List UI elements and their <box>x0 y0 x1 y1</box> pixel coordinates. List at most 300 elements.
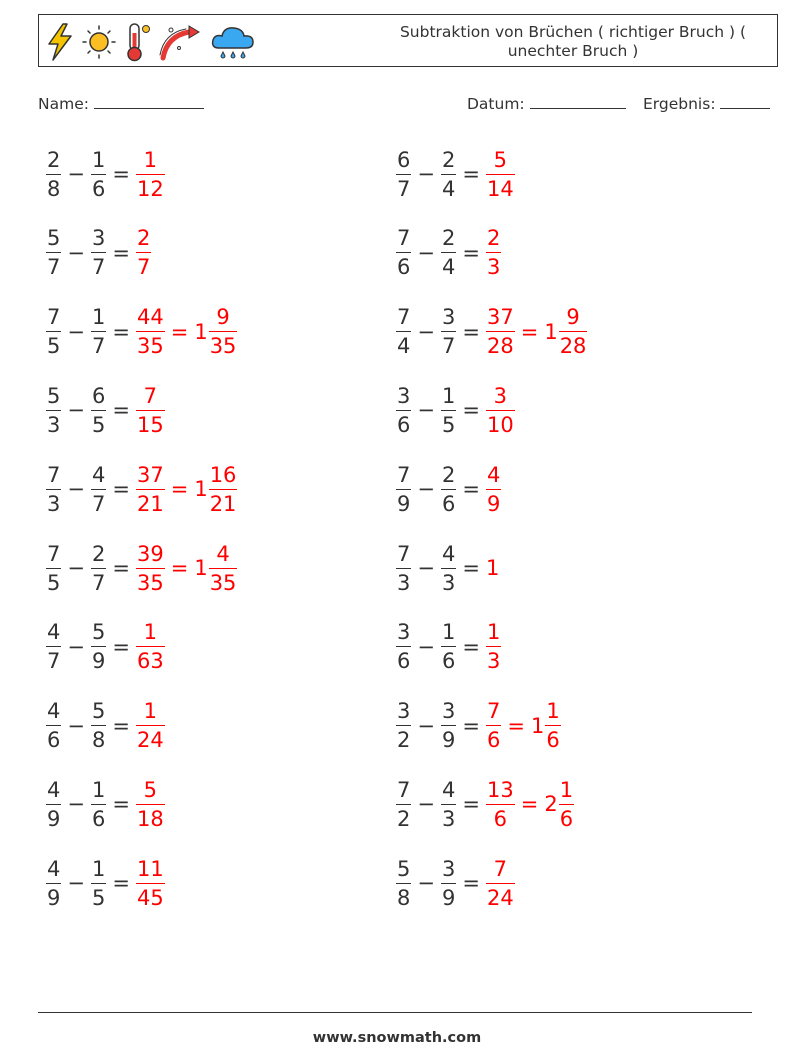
equals-sign: = <box>462 556 480 580</box>
answer-fraction-denominator: 3 <box>486 649 501 674</box>
subtrahend-fraction <box>441 226 456 279</box>
subtrahend-fraction-numerator: 4 <box>441 777 456 802</box>
equals-sign: = <box>112 162 130 186</box>
mixed-number-fraction <box>545 699 560 752</box>
thermometer-icon <box>123 21 153 63</box>
answer <box>486 556 499 580</box>
problem-item <box>396 141 515 207</box>
worksheet-title: Subtraktion von Brüchen ( richtiger Bruch ) ( unechter Bruch ) <box>399 23 747 60</box>
subtrahend-fraction <box>91 620 106 673</box>
equals-sign: = <box>462 634 480 659</box>
answer-fraction <box>136 226 151 279</box>
minuend-fraction-numerator: 3 <box>397 383 411 408</box>
answer-fraction-denominator: 18 <box>136 806 164 831</box>
answer-fraction-numerator: 1 <box>143 147 158 172</box>
answer-fraction <box>136 384 165 437</box>
result-blank[interactable] <box>720 94 770 109</box>
answer-fraction-bar <box>486 252 501 253</box>
minuend-fraction <box>46 148 61 201</box>
header-box <box>38 14 778 67</box>
answer-fraction-denominator: 15 <box>136 412 164 437</box>
subtrahend-fraction-denominator: 9 <box>441 885 456 910</box>
minuend-fraction-denominator: 5 <box>47 334 61 359</box>
subtrahend-fraction <box>91 778 106 831</box>
answer-fraction-bar <box>486 410 515 411</box>
rain-cloud-icon <box>209 22 257 62</box>
minuend-fraction-numerator: 4 <box>47 777 61 802</box>
subtrahend-fraction-denominator: 8 <box>91 728 106 753</box>
subtrahend-fraction <box>91 384 106 437</box>
answer-fraction-numerator: 44 <box>136 305 164 330</box>
minuend-fraction-denominator: 9 <box>47 806 61 831</box>
equals-sign: = <box>462 792 480 817</box>
answer-fraction-denominator: 14 <box>486 176 514 201</box>
problem-item <box>396 299 587 365</box>
mixed-number-whole: 1 <box>194 319 208 344</box>
minuend-fraction <box>46 384 61 437</box>
minuend-fraction-denominator: 2 <box>397 728 411 753</box>
problem-item <box>46 693 165 759</box>
problem-item <box>396 456 501 522</box>
subtrahend-fraction-denominator: 6 <box>91 176 106 201</box>
mixed-number-whole: 1 <box>544 319 558 344</box>
minuend-fraction-bar <box>46 174 61 175</box>
answer-fraction <box>486 463 501 516</box>
answer <box>136 463 237 516</box>
minuend-fraction-bar <box>396 331 411 332</box>
footer-divider <box>38 1012 752 1013</box>
answer-fraction-denominator: 3 <box>486 255 501 280</box>
minus-sign: − <box>67 240 85 265</box>
subtrahend-fraction-bar <box>441 331 456 332</box>
minus-sign: − <box>417 634 435 659</box>
subtrahend-fraction <box>91 305 106 358</box>
mixed-number-numerator: 4 <box>216 541 230 566</box>
minus-sign: − <box>417 792 435 817</box>
mixed-number-bar <box>209 331 238 332</box>
minuend-fraction-bar <box>46 410 61 411</box>
subtrahend-fraction-bar <box>91 883 106 884</box>
subtrahend-fraction-bar <box>91 331 106 332</box>
mixed-number-bar <box>559 331 588 332</box>
answer-fraction-bar <box>136 804 165 805</box>
subtrahend-fraction-denominator: 7 <box>91 255 106 280</box>
answer <box>486 226 501 279</box>
answer-fraction-denominator: 45 <box>136 885 164 910</box>
answer-fraction-bar <box>486 646 501 647</box>
subtrahend-fraction <box>91 857 106 910</box>
mixed-equals-sign: = <box>170 477 189 502</box>
mixed-equals-sign: = <box>520 792 539 817</box>
minuend-fraction-denominator: 7 <box>47 649 61 674</box>
answer <box>136 620 165 673</box>
minuend-fraction <box>396 857 411 910</box>
mixed-number-fraction <box>559 778 574 831</box>
mixed-number-denominator: 21 <box>209 491 237 516</box>
answer-fraction-denominator: 10 <box>486 412 514 437</box>
answer-fraction <box>486 857 515 910</box>
mixed-equals-sign: = <box>507 713 525 738</box>
mixed-number-whole: 1 <box>530 713 545 738</box>
minuend-fraction-bar <box>396 174 411 175</box>
minuend-fraction <box>46 857 61 910</box>
minus-sign: − <box>67 477 85 502</box>
problem-item <box>396 535 499 601</box>
subtrahend-fraction <box>91 226 106 279</box>
answer-fraction <box>136 857 165 910</box>
subtrahend-fraction-denominator: 9 <box>441 728 456 753</box>
answer-fraction-denominator: 7 <box>136 255 151 280</box>
minuend-fraction <box>46 699 61 752</box>
minuend-fraction-denominator: 3 <box>47 491 61 516</box>
minuend-fraction <box>396 463 411 516</box>
name-field <box>38 94 204 113</box>
equals-sign: = <box>462 713 480 738</box>
date-label: Datum: <box>467 95 525 113</box>
minuend-fraction-numerator: 7 <box>397 226 411 251</box>
minuend-fraction-denominator: 7 <box>397 176 411 201</box>
answer-fraction-numerator: 7 <box>143 383 158 408</box>
minus-sign: − <box>67 398 85 423</box>
minuend-fraction <box>396 620 411 673</box>
problem-item <box>46 535 237 601</box>
subtrahend-fraction-denominator: 6 <box>441 649 456 674</box>
subtrahend-fraction <box>441 699 456 752</box>
minus-sign: − <box>417 477 435 502</box>
mixed-number-denominator: 28 <box>559 334 587 359</box>
equals-sign: = <box>462 240 480 265</box>
answer-fraction-bar <box>136 252 151 253</box>
subtrahend-fraction-numerator: 1 <box>91 305 106 330</box>
minuend-fraction-numerator: 7 <box>397 462 411 487</box>
minuend-fraction <box>46 542 61 595</box>
answer-fraction-bar <box>136 568 165 569</box>
subtrahend-fraction <box>441 305 456 358</box>
minuend-fraction-numerator: 7 <box>397 305 411 330</box>
answer-fraction <box>486 778 515 831</box>
answer-fraction-denominator: 24 <box>136 728 164 753</box>
problem-item <box>46 614 165 680</box>
minuend-fraction <box>46 463 61 516</box>
subtrahend-fraction-numerator: 2 <box>441 462 456 487</box>
subtrahend-fraction <box>441 620 456 673</box>
subtrahend-fraction-denominator: 7 <box>441 334 456 359</box>
minuend-fraction-bar <box>46 646 61 647</box>
minuend-fraction <box>396 778 411 831</box>
answer-fraction <box>136 148 165 201</box>
date-blank[interactable] <box>530 94 626 109</box>
problem-item <box>46 141 165 207</box>
subtrahend-fraction-numerator: 2 <box>91 541 106 566</box>
answer-fraction-bar <box>486 804 515 805</box>
subtrahend-fraction-denominator: 4 <box>441 255 456 280</box>
answer-fraction-bar <box>136 410 165 411</box>
mixed-number-numerator: 9 <box>566 305 580 330</box>
minuend-fraction-bar <box>396 252 411 253</box>
subtrahend-fraction <box>441 148 456 201</box>
equals-sign: = <box>462 162 480 186</box>
minuend-fraction-numerator: 4 <box>47 620 61 645</box>
minuend-fraction-denominator: 9 <box>47 885 61 910</box>
equals-sign: = <box>112 634 130 659</box>
minuend-fraction-numerator: 4 <box>47 699 61 724</box>
answer-fraction-numerator: 1 <box>143 699 158 724</box>
answer <box>136 226 151 279</box>
mixed-number-denominator: 6 <box>546 728 560 753</box>
answer-fraction <box>486 384 515 437</box>
minuend-fraction-numerator: 4 <box>47 856 61 881</box>
subtrahend-fraction-denominator: 5 <box>91 885 106 910</box>
answer <box>136 857 165 910</box>
subtrahend-fraction <box>91 463 106 516</box>
equals-sign: = <box>462 871 480 896</box>
result-field <box>643 94 770 113</box>
answer <box>486 699 561 752</box>
answer-fraction-denominator: 35 <box>136 570 164 595</box>
minuend-fraction-numerator: 5 <box>47 226 61 251</box>
minus-sign: − <box>417 162 435 186</box>
subtrahend-fraction-bar <box>441 725 456 726</box>
subtrahend-fraction-bar <box>441 410 456 411</box>
answer-fraction-denominator: 6 <box>486 728 501 753</box>
mixed-equals-sign: = <box>170 319 189 344</box>
problem-item <box>46 850 165 916</box>
answer <box>136 384 165 437</box>
minuend-fraction-bar <box>46 489 61 490</box>
mixed-number-whole: 2 <box>544 792 558 817</box>
subtrahend-fraction-bar <box>441 568 456 569</box>
answer-fraction-bar <box>136 883 165 884</box>
subtrahend-fraction-bar <box>91 568 106 569</box>
mixed-number-bar <box>209 489 238 490</box>
equals-sign: = <box>112 871 130 896</box>
mixed-number-bar <box>545 725 560 726</box>
mixed-number-fraction <box>209 305 238 358</box>
answer <box>486 463 501 516</box>
equals-sign: = <box>462 319 480 344</box>
subtrahend-fraction-numerator: 1 <box>91 856 106 881</box>
minuend-fraction-numerator: 2 <box>47 147 61 172</box>
equals-sign: = <box>112 556 130 580</box>
equals-sign: = <box>112 713 130 738</box>
header-icons <box>45 20 257 64</box>
answer-fraction <box>486 226 501 279</box>
subtrahend-fraction <box>441 857 456 910</box>
subtrahend-fraction-bar <box>441 174 456 175</box>
answer-fraction-denominator: 9 <box>486 491 501 516</box>
minus-sign: − <box>417 713 435 738</box>
subtrahend-fraction-denominator: 7 <box>91 570 106 595</box>
minuend-fraction <box>396 305 411 358</box>
subtrahend-fraction <box>91 542 106 595</box>
minuend-fraction-denominator: 7 <box>47 255 61 280</box>
minuend-fraction-denominator: 2 <box>397 806 411 831</box>
subtrahend-fraction-bar <box>441 883 456 884</box>
date-field <box>467 94 626 113</box>
answer-fraction-numerator: 7 <box>486 699 501 724</box>
answer-fraction <box>486 148 515 201</box>
minuend-fraction-denominator: 8 <box>47 176 61 201</box>
subtrahend-fraction-bar <box>441 804 456 805</box>
mixed-number-denominator: 35 <box>209 570 237 595</box>
subtrahend-fraction-denominator: 3 <box>441 806 456 831</box>
answer-fraction <box>486 699 501 752</box>
minuend-fraction-bar <box>396 725 411 726</box>
minuend-fraction-bar <box>396 489 411 490</box>
subtrahend-fraction-bar <box>441 489 456 490</box>
minuend-fraction-denominator: 3 <box>47 412 61 437</box>
subtrahend-fraction-denominator: 6 <box>91 806 106 831</box>
mixed-number-bar <box>209 568 238 569</box>
minus-sign: − <box>67 162 85 186</box>
answer-fraction-denominator: 6 <box>493 806 508 831</box>
minuend-fraction <box>396 148 411 201</box>
minuend-fraction-bar <box>396 646 411 647</box>
answer-fraction-bar <box>136 646 165 647</box>
subtrahend-fraction-denominator: 5 <box>91 412 106 437</box>
subtrahend-fraction <box>441 778 456 831</box>
answer-fraction-numerator: 37 <box>136 462 164 487</box>
answer-fraction-numerator: 2 <box>136 226 151 251</box>
equals-sign: = <box>112 792 130 817</box>
equals-sign: = <box>112 398 130 423</box>
minuend-fraction-denominator: 9 <box>397 491 411 516</box>
subtrahend-fraction <box>441 542 456 595</box>
wind-icon <box>159 22 203 62</box>
subtrahend-fraction-bar <box>91 804 106 805</box>
minuend-fraction-bar <box>46 804 61 805</box>
minus-sign: − <box>417 240 435 265</box>
minus-sign: − <box>417 871 435 896</box>
problem-item <box>46 220 151 286</box>
minuend-fraction-denominator: 6 <box>397 412 411 437</box>
subtrahend-fraction-denominator: 6 <box>441 491 456 516</box>
subtrahend-fraction-bar <box>91 646 106 647</box>
problem-item <box>396 377 515 443</box>
answer <box>486 384 515 437</box>
minus-sign: − <box>67 871 85 896</box>
problem-item <box>46 377 165 443</box>
minuend-fraction-numerator: 5 <box>397 856 411 881</box>
subtrahend-fraction-numerator: 2 <box>441 226 456 251</box>
mixed-number-denominator: 6 <box>559 806 574 831</box>
subtrahend-fraction-numerator: 5 <box>91 699 106 724</box>
subtrahend-fraction-denominator: 7 <box>91 334 106 359</box>
mixed-number-numerator: 16 <box>209 462 237 487</box>
minuend-fraction-bar <box>46 568 61 569</box>
answer <box>136 148 165 201</box>
subtrahend-fraction-denominator: 9 <box>91 649 106 674</box>
subtrahend-fraction <box>441 384 456 437</box>
answer-fraction-numerator: 11 <box>136 856 164 881</box>
subtrahend-fraction-bar <box>91 725 106 726</box>
equals-sign: = <box>112 319 130 344</box>
answer <box>136 699 165 752</box>
mixed-number-numerator: 1 <box>559 777 574 802</box>
minuend-fraction-denominator: 8 <box>397 885 411 910</box>
minuend-fraction-bar <box>46 883 61 884</box>
answer-fraction <box>136 778 165 831</box>
answer-fraction-denominator: 21 <box>136 491 164 516</box>
answer-fraction-denominator: 12 <box>136 176 164 201</box>
minuend-fraction <box>396 226 411 279</box>
subtrahend-fraction <box>91 148 106 201</box>
problem-item <box>396 614 501 680</box>
subtrahend-fraction-bar <box>91 410 106 411</box>
sun-icon <box>81 22 117 62</box>
minuend-fraction-bar <box>46 331 61 332</box>
subtrahend-fraction <box>441 463 456 516</box>
minus-sign: − <box>417 319 435 344</box>
answer <box>136 305 237 358</box>
answer-fraction-bar <box>136 725 165 726</box>
problem-item <box>396 220 501 286</box>
footer-url: www.snowmath.com <box>312 1030 482 1046</box>
problem-item <box>46 456 237 522</box>
answer-fraction <box>136 463 165 516</box>
minuend-fraction-denominator: 6 <box>397 255 411 280</box>
subtrahend-fraction-numerator: 1 <box>91 777 106 802</box>
subtrahend-fraction-bar <box>91 174 106 175</box>
subtrahend-fraction-numerator: 1 <box>441 383 456 408</box>
answer-fraction-numerator: 4 <box>486 462 501 487</box>
answer <box>136 778 165 831</box>
minuend-fraction <box>46 620 61 673</box>
minus-sign: − <box>417 556 435 580</box>
answer-fraction <box>486 620 501 673</box>
answer-fraction-bar <box>136 174 165 175</box>
equals-sign: = <box>462 477 480 502</box>
minuend-fraction <box>46 305 61 358</box>
equals-sign: = <box>112 477 130 502</box>
equals-sign: = <box>462 398 480 423</box>
answer-fraction <box>136 620 165 673</box>
answer-fraction-bar <box>486 331 515 332</box>
minus-sign: − <box>67 634 85 659</box>
subtrahend-fraction-bar <box>441 252 456 253</box>
answer-fraction-numerator: 5 <box>493 147 508 172</box>
problem-item <box>396 850 515 916</box>
minuend-fraction-bar <box>396 568 411 569</box>
minuend-fraction-numerator: 3 <box>397 620 411 645</box>
answer-fraction-bar <box>486 174 515 175</box>
subtrahend-fraction-numerator: 3 <box>441 305 456 330</box>
answer-fraction-numerator: 7 <box>493 856 508 881</box>
mixed-number-fraction <box>559 305 588 358</box>
minus-sign: − <box>67 319 85 344</box>
equals-sign: = <box>112 240 130 265</box>
minuend-fraction <box>46 226 61 279</box>
answer-fraction-bar <box>136 489 165 490</box>
minuend-fraction-numerator: 7 <box>397 541 411 566</box>
answer <box>486 148 515 201</box>
subtrahend-fraction-denominator: 7 <box>91 491 106 516</box>
mixed-number-denominator: 35 <box>209 334 237 359</box>
subtrahend-fraction-numerator: 2 <box>441 147 456 172</box>
minuend-fraction-numerator: 6 <box>397 147 411 172</box>
answer-fraction-numerator: 3 <box>493 383 508 408</box>
minuend-fraction-bar <box>46 725 61 726</box>
minuend-fraction-numerator: 7 <box>47 462 61 487</box>
minuend-fraction-numerator: 3 <box>397 699 411 724</box>
minus-sign: − <box>67 792 85 817</box>
answer <box>486 620 501 673</box>
minuend-fraction-numerator: 7 <box>47 305 61 330</box>
answer-fraction <box>136 542 165 595</box>
name-blank[interactable] <box>94 94 204 109</box>
mixed-number-fraction <box>209 542 238 595</box>
answer-fraction-denominator: 28 <box>486 334 514 359</box>
